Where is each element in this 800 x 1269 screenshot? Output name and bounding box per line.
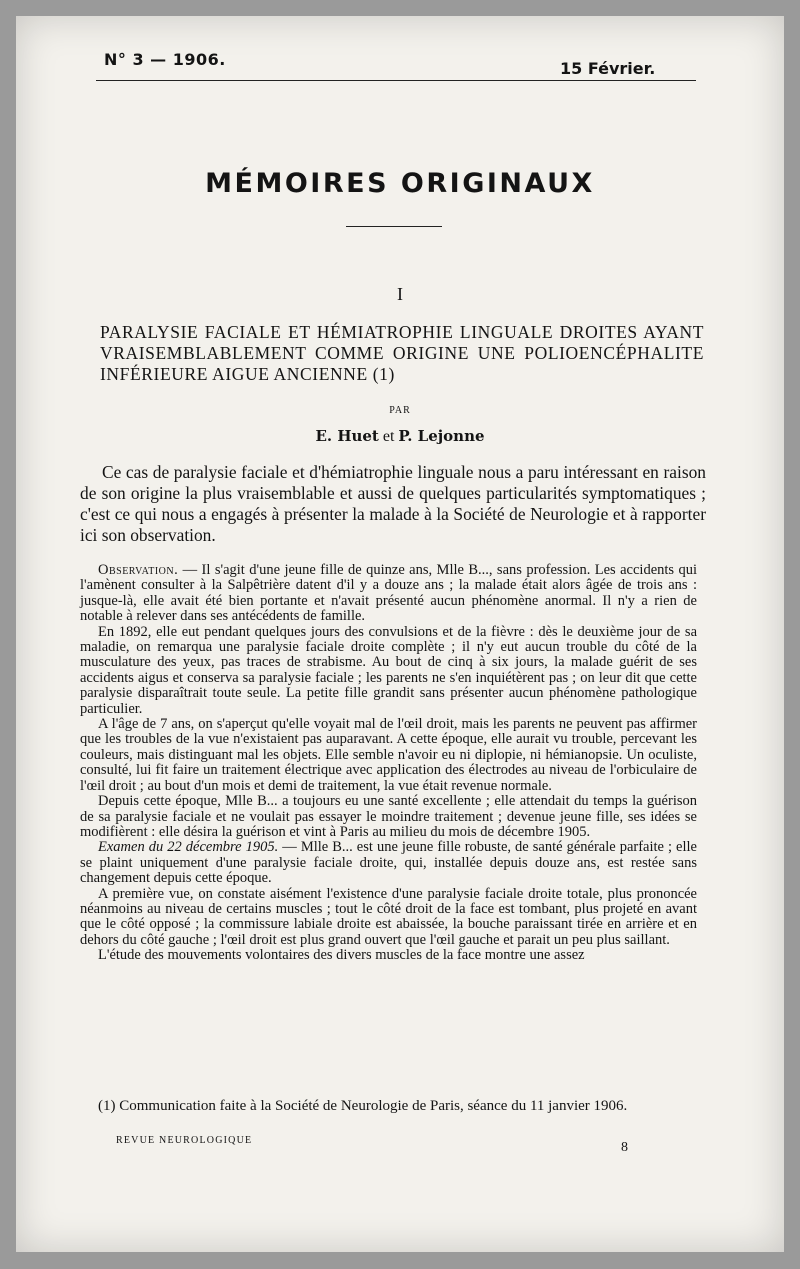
author-conjunction: et <box>382 428 395 445</box>
title-rule <box>346 226 442 227</box>
author-first: E. Huet <box>315 427 379 445</box>
footnote-text: (1) Communication faite à la Société de Neurologie de Paris, séance du 11 janvier 1906. <box>98 1098 628 1114</box>
paragraph-2: En 1892, elle eut pendant quelques jours des convulsions et de la fièvre : dès le deuxième jour de sa maladie, on remarqua une paralysie faciale droite complète ; il n'y eut aucun trouble du côté de la musculature des yeux, pas traces de strabisme. Au bout de cinq à six jours, la malade guérit de ses accidents aigus et conserva sa paralysie faciale ; les parents ne s'en inquiétèrent pas ; on leur dit que cette paralysie disparaîtrait toute seule. La petite fille grandit sans présenter aucun phénomène pathologique particulier. <box>80 623 697 717</box>
authors <box>0 427 800 446</box>
page-number: 8 <box>621 1140 628 1155</box>
paragraph-5-text: — Mlle B... est une jeune fille robuste, de santé générale parfaite ; elle se plaint uniquement d'une paralysie faciale droite, qui, installée depuis douze ans, est restée sans changement depuis cette époque. <box>80 839 697 887</box>
paragraph-6: A première vue, on constate aisément l'existence d'une paralysie faciale droite totale, plus prononcée néanmoins au niveau de certains muscles ; tout le côté droit de la face est tombant, plus projeté en avant que le côté opposé ; la commissure labiale droite est abaissée, la bouche paraissant tirée en arrière et en dehors du côté gauche ; l'œil droit est plus grand ouvert que l'œil gauche et parait un peu plus saillant. <box>80 885 697 948</box>
footnote <box>80 1098 697 1114</box>
observation-label: Observation. <box>98 562 179 578</box>
paragraph-1 <box>80 563 697 625</box>
paragraph-4: Depuis cette époque, Mlle B... a toujours eu une santé excellente ; elle attendait du temps la guérison de sa paralysie faciale et ne voulait pas essayer le moindre traitement ; devenue jeune fille, ses idées se modifièrent : elle désira la guérison et vint à Paris au milieu du mois de décembre 1905. <box>80 793 697 840</box>
section-title: MÉMOIRES ORIGINAUX <box>205 168 595 199</box>
journal-name: REVUE NEUROLOGIQUE <box>116 1135 253 1146</box>
observation-text <box>80 563 697 964</box>
intro-text: Ce cas de paralysie faciale et d'hémiatrophie linguale nous a paru intéressant en raison de son origine la plus vraisemblable et aussi de quelques particularités symptomatiques ; c'est ce qui nous a engagés à présenter la malade à la Société de Neurologie et à rapporter ici son observation. <box>80 462 706 545</box>
paragraph-5 <box>80 840 697 886</box>
issue-number: N° 3 — 1906. <box>104 50 226 69</box>
header-rule <box>96 80 696 81</box>
by-label: PAR <box>389 405 411 416</box>
author-second: P. Lejonne <box>398 427 485 445</box>
intro-paragraph <box>80 462 706 546</box>
paragraph-1-text: — Il s'agit d'une jeune fille de quinze ans, Mlle B..., sans profession. Les accidents qui l'amènent consulter à la Salpêtrière datent d'il y a douze ans ; la malade était alors âgée de trois ans : jusque-là, elle avait été bien portante et n'avait présenté aucun phénomène anormal. Il n'y a rien de notable à relever dans ses antécédents de famille. <box>80 562 697 625</box>
paragraph-3: A l'âge de 7 ans, on s'aperçut qu'elle voyait mal de l'œil droit, mais les parents ne peuvent pas affirmer que les troubles de la vue n'existaient pas auparavant. A cette époque, elle aurait vu trouble, percevant les couleurs, mais distinguant mal les objets. Elle semble n'avoir eu ni diplopie, ni hémianopsie. Un oculiste, consulté, lui fit faire un traitement électrique avec application des électrodes au niveau de l'orbiculaire de l'œil droit ; au bout d'un mois et demi de traitement, la vue était revenue normale. <box>80 716 697 794</box>
exam-label: Examen du 22 décembre 1905. <box>98 839 279 856</box>
issue-date: 15 Février. <box>560 59 656 78</box>
paragraph-7: L'étude des mouvements volontaires des divers muscles de la face montre une assez <box>98 947 585 964</box>
article-title: PARALYSIE FACIALE ET HÉMIATROPHIE LINGUALE DROITES AYANT VRAISEMBLABLEMENT COMME ORIGINE UNE POLIOENCÉPHALITE INFÉRIEURE AIGUE ANCIENNE (1) <box>100 322 704 384</box>
article-numeral: I <box>397 284 403 304</box>
